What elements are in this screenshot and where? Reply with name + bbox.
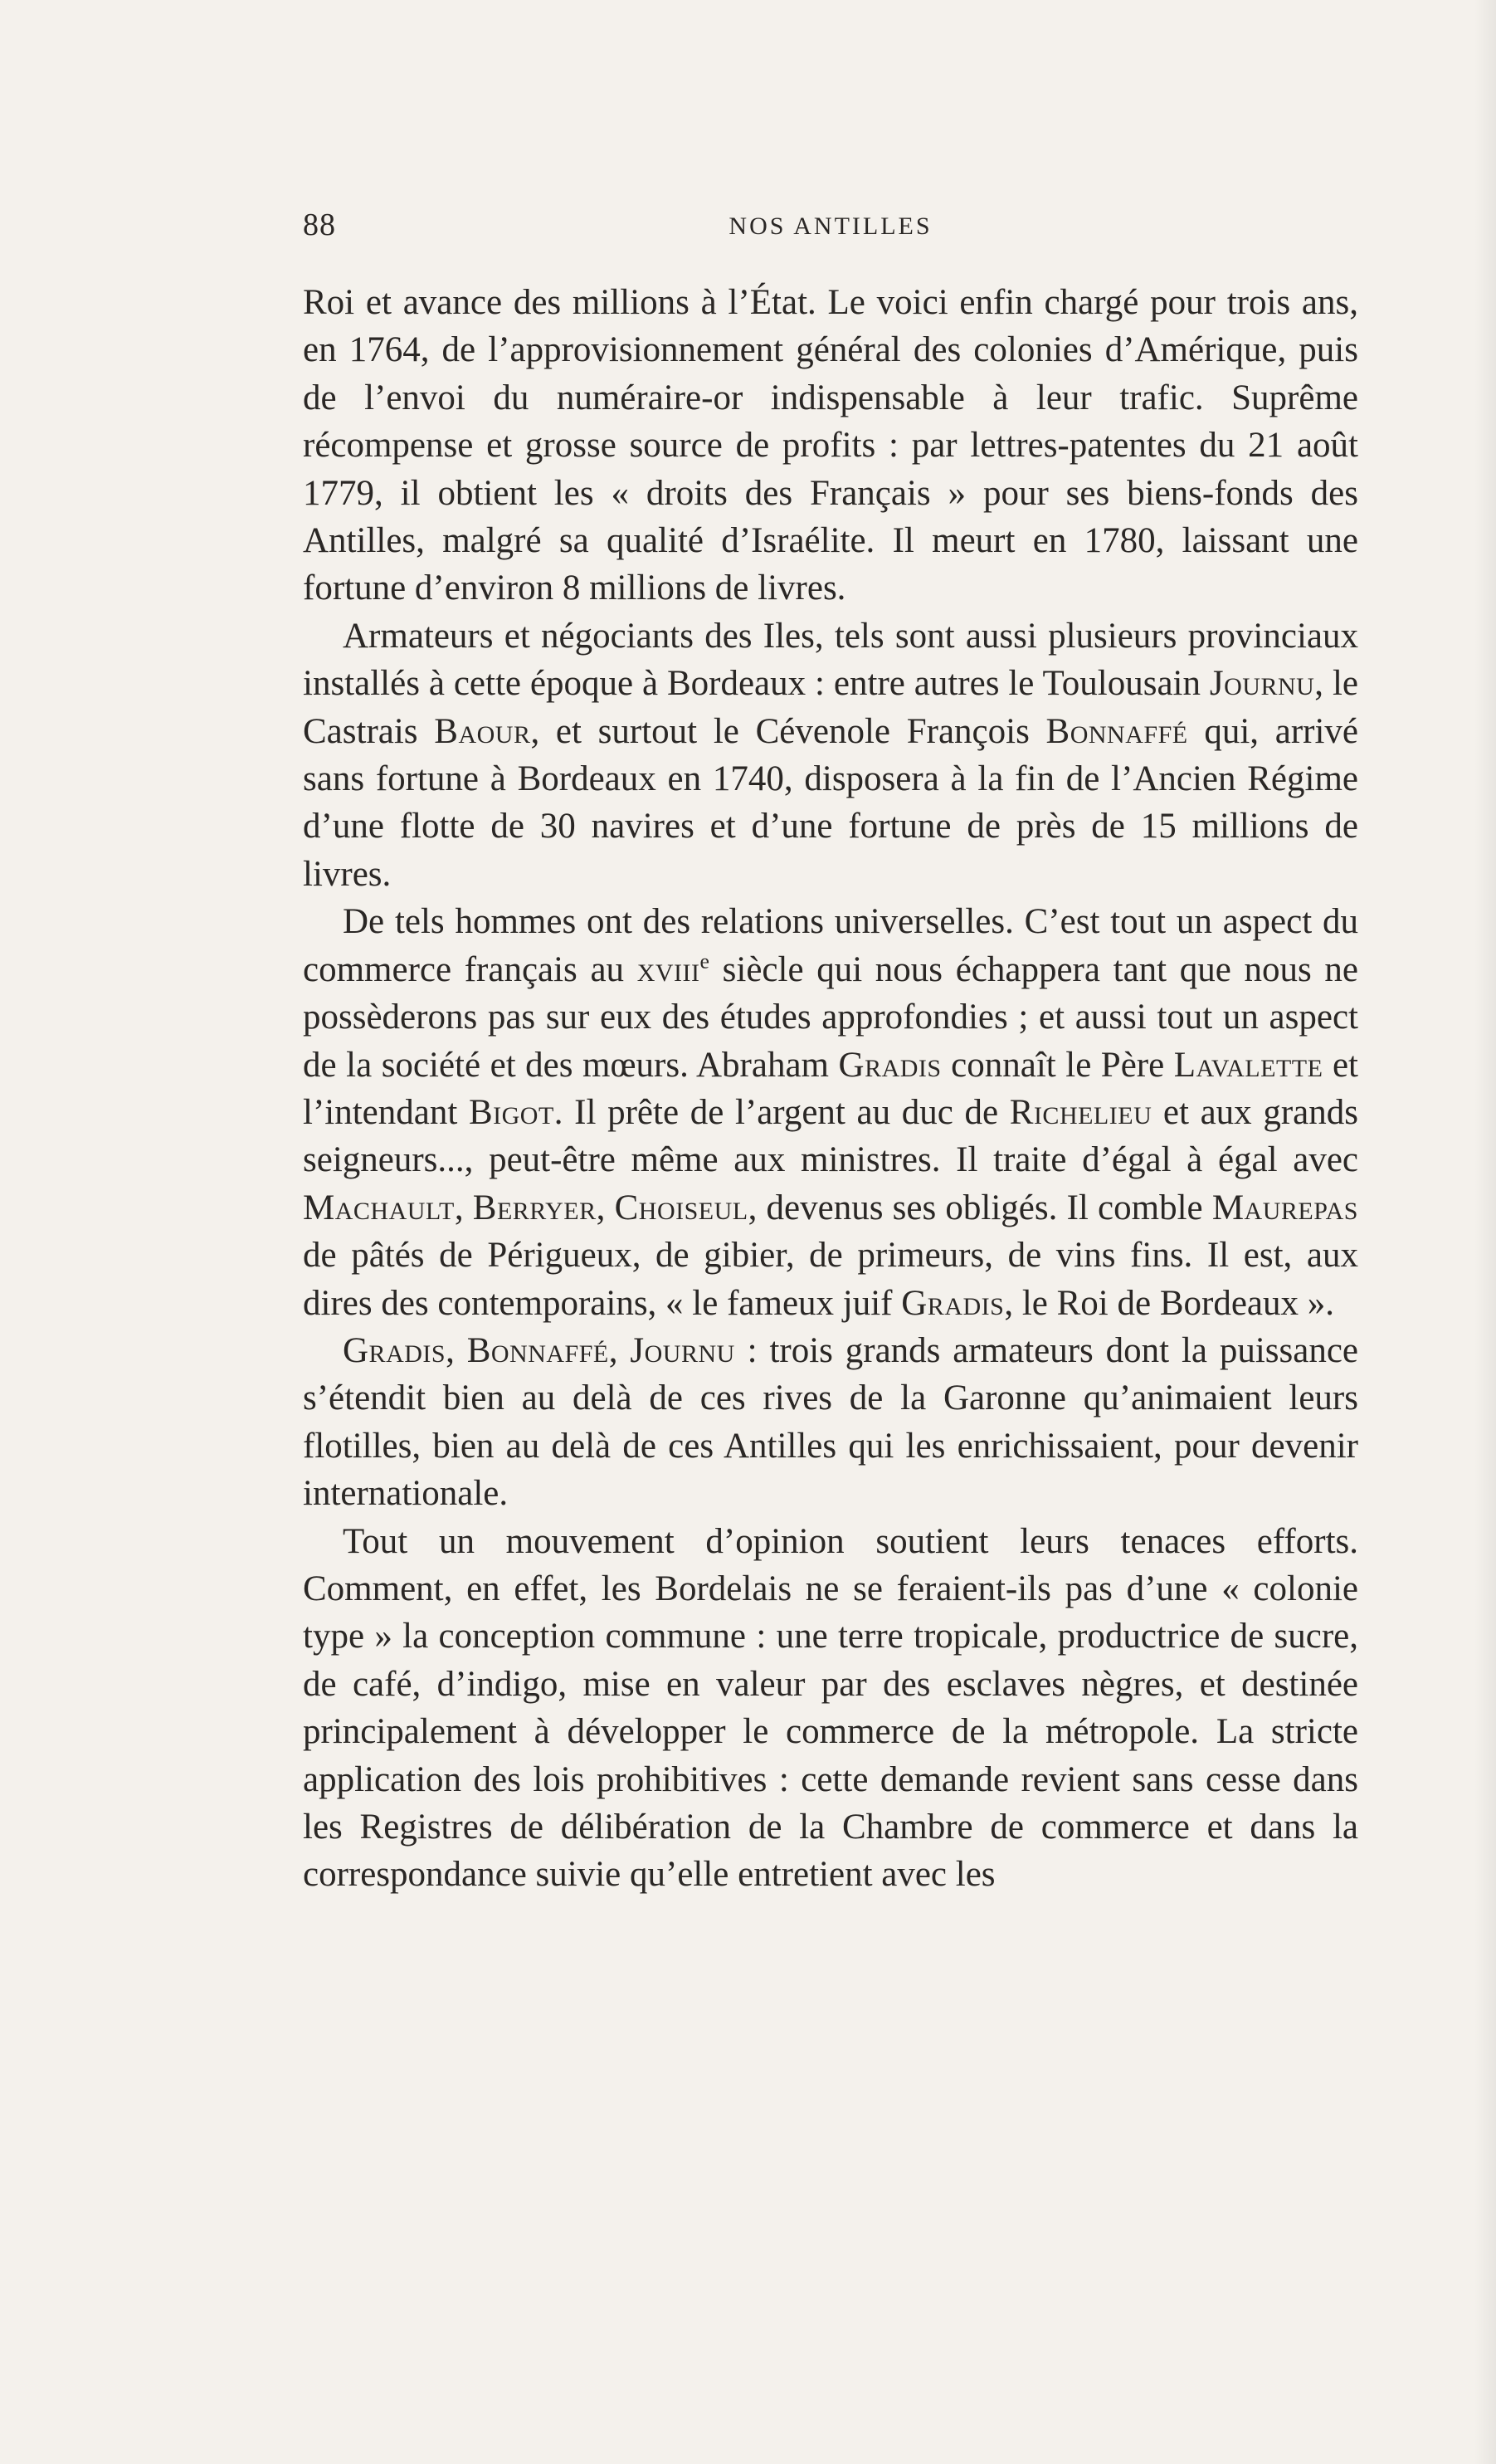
person-name: Journu (1209, 664, 1315, 704)
paragraph-4 (303, 1327, 1358, 1518)
person-name: Gradis (838, 1045, 942, 1085)
text-run: connaît le Père (941, 1045, 1174, 1085)
person-name: Choiseul (614, 1188, 748, 1227)
person-name: Lavalette (1173, 1045, 1323, 1085)
text-run: et aux grands seigneurs..., peut-être même aux ministres. Il traite d’égal à égal avec (303, 1092, 1358, 1180)
person-name: Maurepas (1211, 1188, 1358, 1227)
text-run: Armateurs et négociants des Iles, tels sont aussi plusieurs provinciaux installés à cette époque à Bordeaux : entre autres le Toulousain (303, 616, 1358, 704)
text-run: : trois grands armateurs dont la puissance s’étendit bien au delà de ces rives de la Garonne qu’animaient leurs flotilles, bien au delà de ces Antilles qui les enrichissaient, pour devenir internationale. (303, 1330, 1359, 1514)
text-run: Tout un mouvement d’opinion soutient leurs tenaces efforts. Comment, en effet, les Bordelais ne se feraient-ils pas d’une « colonie type » la conception commune : une terre tropicale, productrice de sucre, de café, d’indigo, mise en valeur par des esclaves nègres, et destinée principalement à développer le commerce de la métropole. La stricte application des lois prohibitives : cette demande revient sans cesse dans les Registres de délibération de la Chambre de commerce et dans la correspondance suivie qu’elle entretient avec les (303, 1521, 1358, 1895)
text-run: et l’intendant (303, 1045, 1358, 1132)
text-run: de pâtés de Périgueux, de gibier, de primeurs, de vins fins. Il est, aux dires des contemporains, « le fameux juif (303, 1236, 1358, 1323)
person-name: Journu (630, 1330, 735, 1370)
person-name: Baour (434, 711, 531, 751)
text-run: qui, arrivé sans fortune à Bordeaux en 1740, disposera à la fin de l’Ancien Régime d’une flotte de 30 navires et d’une fortune de près de 15 millions de livres. (303, 711, 1358, 894)
text-run: , (446, 1330, 467, 1370)
person-name: Machault (303, 1188, 455, 1227)
text-run: , et surtout le Cévenole François (530, 711, 1046, 751)
person-name: Richelieu (1009, 1092, 1152, 1132)
paragraph-1 (303, 279, 1358, 612)
text-run: , devenus ses obligés. Il comble (748, 1188, 1212, 1227)
paragraph-2 (303, 612, 1358, 898)
person-name: Berryer (472, 1188, 597, 1227)
text-run: Roi et avance des millions à l’État. Le voici enfin chargé pour trois ans, en 1764, de l’approvisionnement général des colonies d’Amérique, puis de l’envoi du numéraire-or indispensable à leur trafic. Suprême récompense et grosse source de profits : par lettres-patentes du 21 août 1779, il obtient les « droits des Français » pour ses biens-fonds des Antilles, malgré sa qualité d’Israélite. Il meurt en 1780, laissant une fortune d’environ 8 millions de livres. (303, 283, 1358, 608)
paragraph-3 (303, 898, 1358, 1327)
text-run: , (608, 1330, 631, 1370)
text-run: De tels hommes ont des relations universelles. C’est tout un aspect du commerce français au (303, 902, 1358, 989)
person-name: Bigot (468, 1092, 554, 1132)
person-name: Gradis (343, 1330, 446, 1370)
text-run: . Il prête de l’argent au duc de (553, 1092, 1010, 1132)
text-run: , (596, 1188, 615, 1227)
running-title: NOS ANTILLES (729, 212, 933, 240)
text-run: , (454, 1188, 473, 1227)
century-numeral: xviii (636, 949, 700, 989)
century-superscript: e (699, 949, 709, 973)
person-name: Bonnaffé (1045, 711, 1188, 751)
page-edge-shadow (1474, 0, 1496, 2464)
person-name: Bonnaffé (466, 1330, 609, 1370)
text-run: siècle qui nous échappera tant que nous ne possèderons pas sur eux des études approfondies ; et aussi tout un aspect de la société et des mœurs. Abraham (303, 949, 1358, 1085)
page-number: 88 (303, 207, 336, 242)
paragraph-5 (303, 1518, 1358, 1899)
person-name: Gradis (901, 1283, 1005, 1323)
text-run: , le Roi de Bordeaux ». (1004, 1283, 1334, 1323)
text-run: , le Castrais (303, 664, 1358, 751)
body-text (303, 279, 1358, 1899)
page-header (303, 204, 1358, 246)
